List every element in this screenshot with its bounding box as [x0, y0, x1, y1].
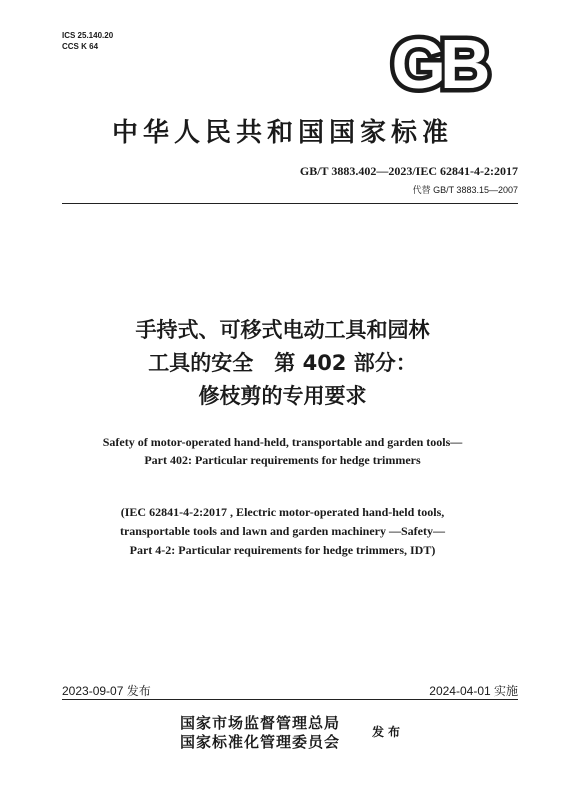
title-chinese-line: 手持式、可移式电动工具和园林 [135, 318, 430, 342]
publish-label: 发布 [372, 725, 405, 739]
title-english-line: Safety of motor-operated hand-held, transportable and garden tools— [102, 435, 463, 449]
iec-line: transportable tools and lawn and garden machinery —Safety— [119, 524, 445, 538]
ccs-code: CCS K 64 [62, 42, 99, 51]
top-divider [62, 203, 518, 204]
gb-logo [382, 32, 494, 94]
standard-number: GB/T 3883.402—2023/IEC 62841-4-2:2017 [299, 164, 518, 178]
gb-logo-text: GB [391, 32, 485, 94]
title-chinese-line: 修枝剪的专用要求 [198, 384, 367, 408]
iec-equivalence [0, 503, 565, 560]
implementation-date: 2024-04-01 实施 [429, 684, 518, 698]
replaces-note: 代替 GB/T 3883.15—2007 [412, 185, 518, 195]
title-chinese [0, 314, 565, 413]
ics-code: ICS 25.140.20 [62, 31, 114, 40]
publisher-name: 国家标准化管理委员会 [180, 733, 341, 751]
publishers [180, 714, 340, 752]
standard-name: 中华人民共和国国家标准 [111, 118, 453, 148]
iec-line: Part 4-2: Particular requirements for hedge trimmers, IDT) [129, 543, 436, 557]
title-english-line: Part 402: Particular requirements for hedge trimmers [144, 453, 421, 467]
bottom-divider [62, 699, 518, 700]
title-chinese-line: 工具的安全 第 402 部分： [148, 351, 417, 375]
publisher-name: 国家市场监督管理总局 [180, 714, 341, 732]
iec-line: (IEC 62841-4-2:2017 , Electric motor-operated hand-held tools, [120, 505, 445, 519]
title-english [0, 433, 565, 469]
issue-date: 2023-09-07 发布 [62, 684, 151, 698]
classification-codes [62, 30, 113, 52]
